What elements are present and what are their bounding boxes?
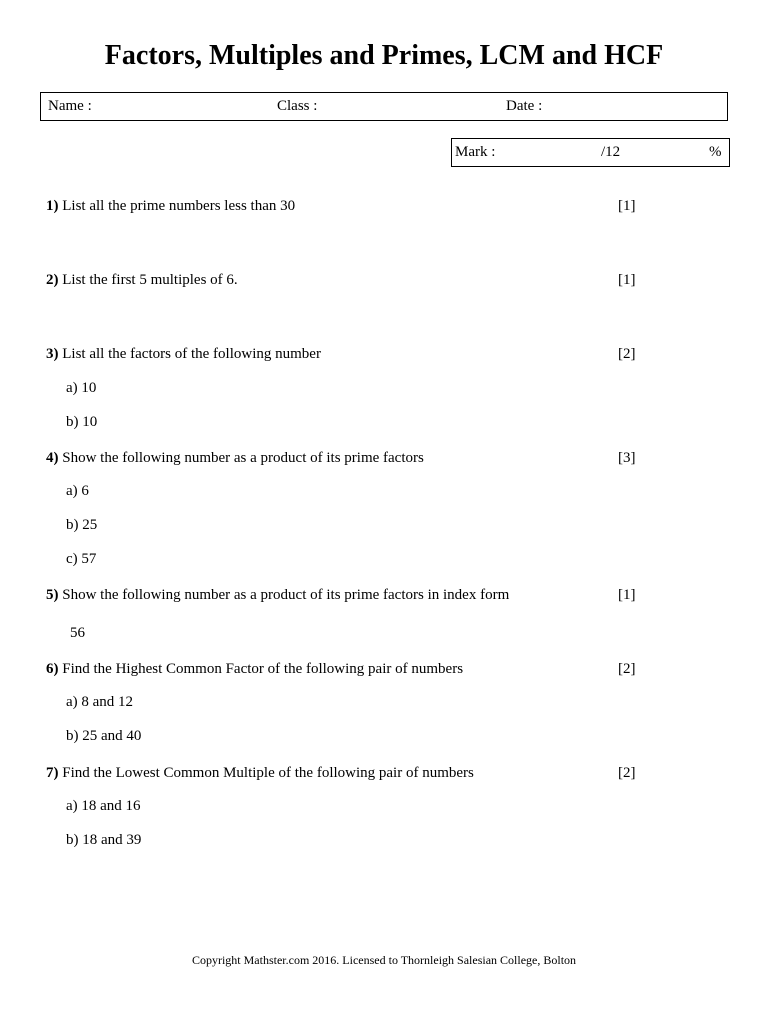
question-text: List all the prime numbers less than 30 xyxy=(62,198,296,214)
question-text: Find the Highest Common Factor of the following pair of numbers xyxy=(62,661,464,677)
question-number: 4) xyxy=(46,450,59,466)
copyright-footer: Copyright Mathster.com 2016. Licensed to Thornleigh Salesian College, Bolton xyxy=(191,953,577,967)
question-number: 6) xyxy=(46,661,59,677)
question-marks: [2] xyxy=(618,661,636,677)
question-text: List all the factors of the following number xyxy=(62,346,321,362)
question-3 xyxy=(46,346,321,363)
date-label: Date : xyxy=(506,98,543,114)
question-marks: [2] xyxy=(618,346,636,362)
question-part: 56 xyxy=(70,625,85,641)
question-1 xyxy=(46,198,295,215)
class-label: Class : xyxy=(277,98,318,114)
question-marks: [2] xyxy=(618,765,636,781)
question-number: 7) xyxy=(46,765,59,781)
question-part: a) 6 xyxy=(66,483,89,499)
question-part: b) 10 xyxy=(66,414,98,430)
question-text: List the first 5 multiples of 6. xyxy=(62,272,238,288)
question-part: c) 57 xyxy=(66,551,97,567)
worksheet-title: Factors, Multiples and Primes, LCM and HCF xyxy=(104,40,664,71)
question-number: 5) xyxy=(46,587,59,603)
mark-percent: % xyxy=(709,144,722,160)
question-marks: [1] xyxy=(618,198,636,214)
question-6 xyxy=(46,661,463,678)
question-marks: [1] xyxy=(618,587,636,603)
question-number: 3) xyxy=(46,346,59,362)
mark-total: /12 xyxy=(601,144,621,160)
question-part: b) 25 xyxy=(66,517,98,533)
question-number: 2) xyxy=(46,272,59,288)
question-text: Show the following number as a product of its prime factors xyxy=(62,450,424,466)
question-part: b) 18 and 39 xyxy=(66,832,142,848)
question-text: Find the Lowest Common Multiple of the following pair of numbers xyxy=(62,765,474,781)
student-info-box xyxy=(40,92,728,121)
mark-label: Mark : xyxy=(455,144,496,160)
question-number: 1) xyxy=(46,198,59,214)
question-marks: [3] xyxy=(618,450,636,466)
question-4 xyxy=(46,450,424,467)
question-part: b) 25 and 40 xyxy=(66,728,142,744)
name-label: Name : xyxy=(48,98,92,114)
question-2 xyxy=(46,272,238,289)
question-marks: [1] xyxy=(618,272,636,288)
question-7 xyxy=(46,765,474,782)
question-text: Show the following number as a product of its prime factors in index form xyxy=(62,587,510,603)
question-part: a) 8 and 12 xyxy=(66,694,134,710)
question-5 xyxy=(46,587,509,604)
mark-box xyxy=(451,138,730,167)
question-part: a) 10 xyxy=(66,380,97,396)
question-part: a) 18 and 16 xyxy=(66,798,141,814)
